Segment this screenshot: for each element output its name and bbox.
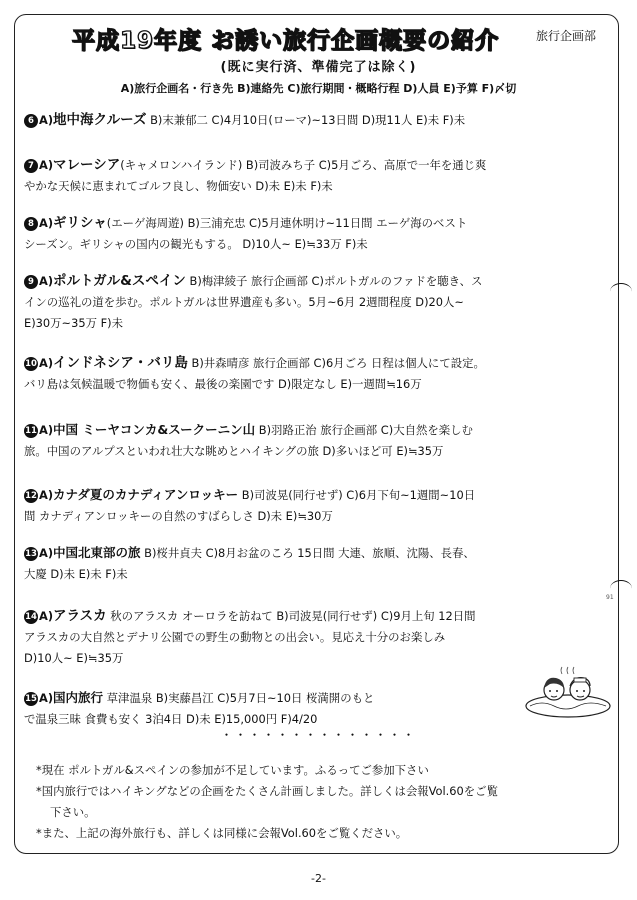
entry-name: インドネシア・バリ島 [53, 355, 188, 371]
entry-name: ギリシャ [53, 215, 107, 231]
entry-number-badge: 15 [25, 694, 37, 704]
entry-details-continued: シーズン。ギリシャの国内の観光もする。 D)10人~ E)≒33万 F)未 [24, 237, 368, 251]
entry-6: 6 A)地中海クルーズ B)末兼郁二 C)4月10日(ローマ)~13日間 D)現11人 E)未 F)未 [24, 110, 614, 131]
entry-name: マレーシア [53, 157, 121, 173]
entry-details-continued: D)10人~ E)≒35万 [24, 651, 124, 665]
entry-9: 9 A)ポルトガル&スペイン B)梅津綾子 旅行企画部 C)ポルトガルのファドを聴き、ス インの巡礼の道を歩む。ポルトガルは世界遺産も多い。5月~6月 2週間程度 D)20人~ E)30万~35万 F)未 [24, 271, 614, 334]
page-number: -2- [311, 872, 326, 885]
entry-name: カナダ夏のカナディアンロッキー [53, 487, 239, 502]
entry-number-badge: 14 [25, 612, 37, 622]
entry-details: B)司波晃(同行せず) C)6月下旬~1週間~10日 [238, 488, 476, 502]
margin-mark: 91 [606, 594, 614, 601]
entry-number-badge: 7 [24, 159, 38, 173]
entry-details: 秋のアラスカ オーロラを訪ねて B)司波晃(同行せず) C)9月上旬 12日間 [106, 609, 476, 623]
entry-name: アラスカ [53, 608, 107, 624]
entry-number-badge: 13 [25, 549, 37, 559]
entry-number-badge: 9 [24, 275, 38, 289]
entry-details-continued: で温泉三昧 食費も安く 3泊4日 D)未 E)15,000円 F)4/20 [24, 712, 318, 726]
note-line: 下さい。 [50, 805, 96, 819]
note-line: *国内旅行ではハイキングなどの企画をたくさん計画しました。詳しくは会報Vol.60をご覧 [36, 784, 498, 798]
entry-number-badge: 8 [24, 217, 38, 231]
field-legend: A)旅行企画名・行き先 B)連絡先 C)旅行期間・概略行程 D)人員 E)予算 F)〆切 [120, 82, 517, 95]
entry-name: 地中海クルーズ [53, 112, 147, 128]
entry-details: (エーゲ海周遊) B)三浦充忠 C)5月連休明け~11日間 エーゲ海のベスト [106, 216, 468, 230]
entry-14: 14 A)アラスカ 秋のアラスカ オーロラを訪ねて B)司波晃(同行せず) C)9月上旬 12日間 アラスカの大自然とデナリ公園での野生の動物との出会い。見応え十分のお楽しみ D)10人~ E)≒35万 [24, 606, 614, 669]
entry-details: (キャメロンハイランド) B)司波みち子 C)5月ごろ、高原で一年を通じ爽 [120, 158, 487, 172]
entry-details-continued: インの巡礼の道を歩む。ポルトガルは世界遺産も多い。5月~6月 2週間程度 D)20人~ [24, 295, 464, 309]
entry-details: B)井森晴彦 旅行企画部 C)6月ごろ 日程は個人にて設定。 [187, 356, 485, 370]
entry-10: 10 A)インドネシア・バリ島 B)井森晴彦 旅行企画部 C)6月ごろ 日程は個人にて設定。 バリ島は気候温暖で物価も安く、最後の楽園です D)限定なし E)一週間≒16万 [24, 353, 614, 395]
entry-name: 国内旅行 [53, 690, 104, 705]
entry-number-badge: 12 [25, 491, 37, 501]
entry-details-continued: バリ島は気候温暖で物価も安く、最後の楽園です D)限定なし E)一週間≒16万 [24, 377, 422, 391]
entry-details-continued: 間 カナディアンロッキーの自然のすばらしさ D)未 E)≒30万 [24, 509, 333, 523]
entry-15: 15 A)国内旅行 草津温泉 B)実藤昌江 C)5月7日~10日 桜満開のもと で温泉三昧 食費も安く 3泊4日 D)未 E)15,000円 F)4/20 [24, 687, 524, 730]
entry-details: B)梅津綾子 旅行企画部 C)ポルトガルのファドを聴き、ス [185, 274, 483, 288]
entry-details: B)桜井貞夫 C)8月お盆のころ 15日間 大連、旅順、沈陽、長春、 [140, 546, 475, 560]
entry-details-continued: 旅。中国のアルプスといわれ壮大な眺めとハイキングの旅 D)多いほど可 E)≒35万 [24, 444, 444, 458]
entry-number-badge: 6 [24, 114, 38, 128]
department-label: 旅行企画部 [536, 29, 597, 43]
entry-details: B)羽路正治 旅行企画部 C)大自然を楽しむ [255, 423, 473, 437]
entry-details: B)末兼郁二 C)4月10日(ローマ)~13日間 D)現11人 E)未 F)未 [146, 113, 466, 127]
entry-details-continued: やかな天候に恵まれてゴルフ良し、物価安い D)未 E)未 F)未 [24, 179, 333, 193]
entry-details: 草津温泉 B)実藤昌江 C)5月7日~10日 桜満開のもと [103, 691, 375, 705]
entry-number-badge: 10 [25, 359, 37, 369]
entry-number-badge: 11 [25, 426, 37, 436]
entry-11: 11 A)中国 ミーヤコンカ&スークーニン山 B)羽路正治 旅行企画部 C)大自然を楽しむ 旅。中国のアルプスといわれ壮大な眺めとハイキングの旅 D)多いほど可 E)≒35万 [24, 419, 614, 462]
entry-7: 7 A)マレーシア(キャメロンハイランド) B)司波みち子 C)5月ごろ、高原で一年を通じ爽 やかな天候に恵まれてゴルフ良し、物価安い D)未 E)未 F)未 [24, 155, 614, 197]
page-curl-mark [610, 283, 632, 300]
entry-name: 中国北東部の旅 [53, 545, 141, 560]
note-line: *現在 ポルトガル&スペインの参加が不足しています。ふるってご参加下さい [36, 763, 429, 777]
entry-details-continued: アラスカの大自然とデナリ公園での野生の動物との出会い。見応え十分のお楽しみ [24, 630, 446, 644]
note-line: *また、上記の海外旅行も、詳しくは同様に会報Vol.60をご覧ください。 [36, 826, 408, 840]
subtitle: (既に実行済、準備完了は除く) [220, 60, 417, 75]
entry-name: 中国 ミーヤコンカ&スークーニン山 [53, 422, 256, 437]
entry-details-continued: E)30万~35万 F)未 [24, 316, 123, 330]
header [0, 22, 637, 56]
entry-details-continued: 大慶 D)未 E)未 F)未 [24, 567, 128, 581]
entry-name: ポルトガル&スペイン [53, 273, 186, 289]
entry-13: 13 A)中国北東部の旅 B)桜井貞夫 C)8月お盆のころ 15日間 大連、旅順、沈陽、長春、 大慶 D)未 E)未 F)未 [24, 542, 614, 585]
dotted-separator: ・・・・・・・・・・・・・・ [220, 728, 417, 742]
notes [36, 760, 616, 844]
hot-spring-illustration [522, 666, 614, 720]
page-title: 平成19年度 お誘い旅行企画概要の紹介 [72, 28, 500, 54]
entry-8: 8 A)ギリシャ(エーゲ海周遊) B)三浦充忠 C)5月連休明け~11日間 エーゲ海のベスト シーズン。ギリシャの国内の観光もする。 D)10人~ E)≒33万 F)未 [24, 213, 614, 255]
entry-12: 12 A)カナダ夏のカナディアンロッキー B)司波晃(同行せず) C)6月下旬~1週間~10日 間 カナディアンロッキーの自然のすばらしさ D)未 E)≒30万 [24, 484, 614, 527]
